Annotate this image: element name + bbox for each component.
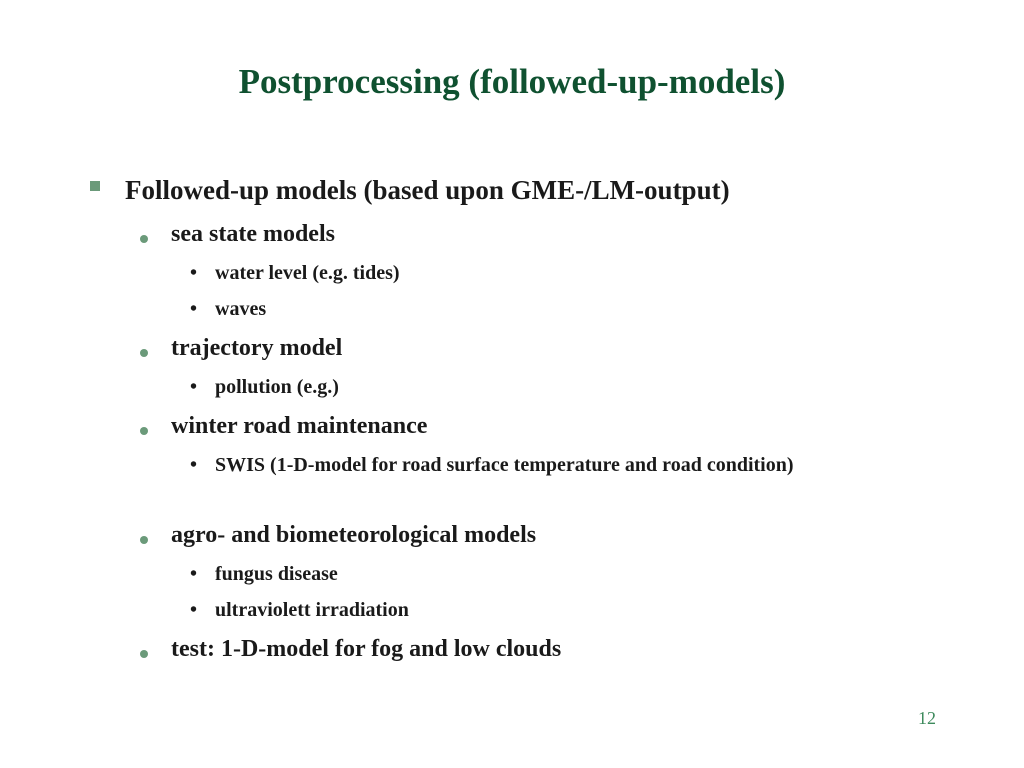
sub-list-item: waves [215, 298, 267, 320]
main-bullet-text: Followed-up models (based upon GME-/LM-output) [125, 175, 730, 205]
sub-bullet-icon: • [190, 599, 198, 621]
dot-bullet-icon [140, 650, 148, 658]
sub-bullet-icon: • [190, 298, 198, 320]
dot-bullet-icon [140, 427, 148, 435]
sub-bullet-icon: • [190, 262, 198, 284]
sub-list-item: fungus disease [215, 563, 338, 585]
list-item: winter road maintenance [171, 413, 428, 439]
list-item: trajectory model [171, 335, 343, 361]
square-bullet-icon [90, 181, 100, 191]
dot-bullet-icon [140, 536, 148, 544]
sub-bullet-icon: • [190, 454, 198, 476]
sub-bullet-icon: • [190, 376, 198, 398]
sub-list-item: water level (e.g. tides) [215, 262, 400, 284]
sub-bullet-icon: • [190, 563, 198, 585]
list-item: sea state models [171, 221, 335, 247]
slide-title: Postprocessing (followed-up-models) [238, 62, 786, 101]
dot-bullet-icon [140, 349, 148, 357]
list-item: test: 1-D-model for fog and low clouds [171, 636, 562, 662]
dot-bullet-icon [140, 235, 148, 243]
sub-list-item: pollution (e.g.) [215, 376, 339, 398]
sub-list-item: SWIS (1-D-model for road surface temperature and road condition) [215, 454, 794, 476]
page-number: 12 [918, 708, 936, 728]
sub-list-item: ultraviolett irradiation [215, 599, 409, 621]
list-item: agro- and biometeorological models [171, 522, 537, 548]
